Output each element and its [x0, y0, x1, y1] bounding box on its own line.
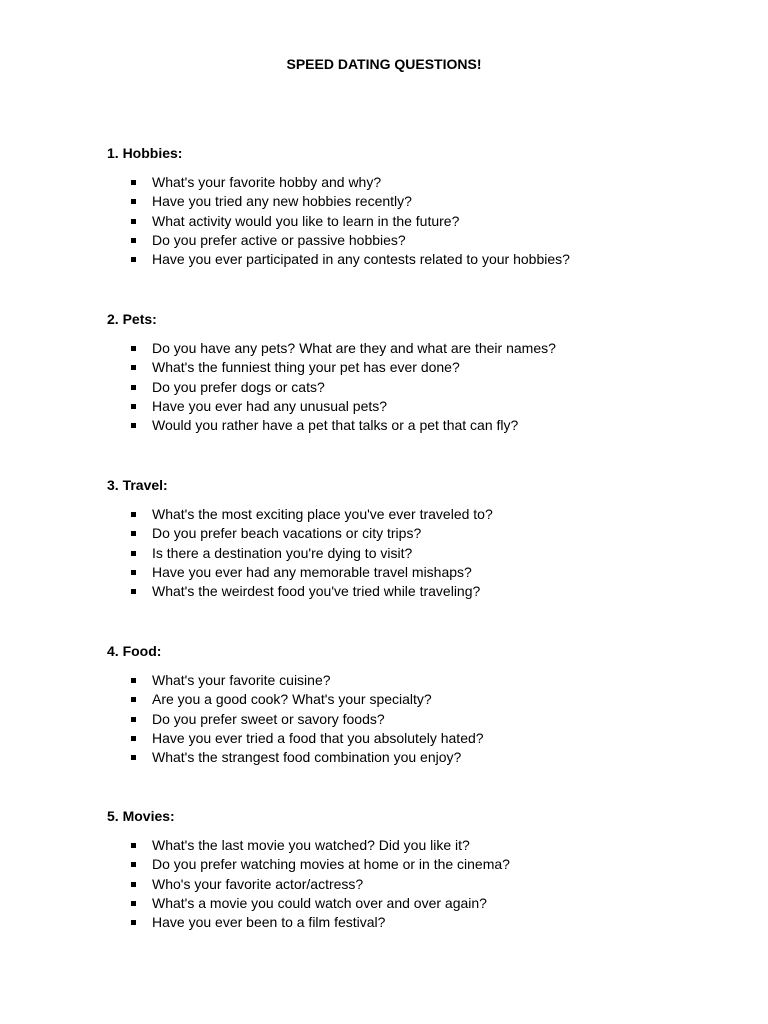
section-hobbies: [107, 144, 727, 269]
section-heading: 5. Movies:: [107, 808, 175, 824]
question-text: What's your favorite hobby and why?: [152, 174, 382, 190]
question-text: Do you have any pets? What are they and what are their names?: [152, 340, 556, 356]
bullet-square-icon: [131, 346, 136, 351]
question-text: What's the last movie you watched? Did you like it?: [152, 837, 470, 853]
section-pets: [107, 310, 727, 435]
question-text: Is there a destination you're dying to visit?: [152, 544, 413, 561]
section-heading: 2. Pets:: [107, 311, 157, 327]
bullet-square-icon: [131, 238, 136, 243]
list-item: [107, 544, 727, 563]
list-item: [107, 250, 727, 269]
bullet-square-icon: [131, 404, 136, 409]
list-item: [107, 339, 727, 358]
bullet-square-icon: [131, 180, 136, 185]
question-text: Have you ever had any unusual pets?: [152, 397, 388, 414]
list-item: [107, 582, 727, 601]
document-title: SPEED DATING QUESTIONS!: [286, 56, 482, 72]
question-text: Do you prefer beach vacations or city trips?: [152, 525, 422, 542]
question-text: Would you rather have a pet that talks or a pet that can fly?: [152, 417, 519, 434]
bullet-square-icon: [131, 717, 136, 722]
bullet-square-icon: [131, 512, 136, 517]
list-item: [107, 836, 727, 855]
bullet-square-icon: [131, 257, 136, 262]
question-text: What's the funniest thing your pet has ever done?: [152, 359, 460, 376]
list-item: [107, 710, 727, 729]
bullet-square-icon: [131, 882, 136, 887]
question-text: Do you prefer active or passive hobbies?: [152, 231, 406, 248]
list-item: [107, 875, 727, 894]
list-item: [107, 173, 727, 192]
bullet-square-icon: [131, 423, 136, 428]
list-item: [107, 563, 727, 582]
list-item: [107, 748, 727, 767]
section-heading: 4. Food:: [107, 643, 162, 659]
question-list: [107, 836, 727, 932]
list-item: [107, 397, 727, 416]
list-item: [107, 231, 727, 250]
question-text: Do you prefer dogs or cats?: [152, 378, 325, 395]
question-text: What activity would you like to learn in the future?: [152, 212, 460, 229]
question-text: Have you ever been to a film festival?: [152, 914, 386, 931]
bullet-square-icon: [131, 920, 136, 925]
bullet-square-icon: [131, 219, 136, 224]
question-text: Do you prefer watching movies at home or in the cinema?: [152, 856, 510, 873]
question-text: Do you prefer sweet or savory foods?: [152, 710, 385, 727]
section-heading: 3. Travel:: [107, 477, 168, 493]
bullet-square-icon: [131, 551, 136, 556]
list-item: [107, 524, 727, 543]
list-item: [107, 505, 727, 524]
question-text: What's the weirdest food you've tried while traveling?: [152, 583, 481, 600]
list-item: [107, 192, 727, 211]
question-text: What's your favorite cuisine?: [152, 672, 331, 688]
question-list: [107, 505, 727, 601]
bullet-square-icon: [131, 843, 136, 848]
section-travel: [107, 476, 727, 601]
question-text: What's a movie you could watch over and over again?: [152, 894, 487, 911]
question-text: What's the most exciting place you've ever traveled to?: [152, 506, 493, 522]
bullet-square-icon: [131, 385, 136, 390]
section-heading: 1. Hobbies:: [107, 145, 183, 161]
list-item: [107, 212, 727, 231]
bullet-square-icon: [131, 755, 136, 760]
list-item: [107, 894, 727, 913]
list-item: [107, 855, 727, 874]
list-item: [107, 378, 727, 397]
bullet-square-icon: [131, 678, 136, 683]
bullet-square-icon: [131, 589, 136, 594]
question-text: Have you ever tried a food that you absolutely hated?: [152, 729, 484, 746]
section-movies: [107, 807, 727, 932]
bullet-square-icon: [131, 901, 136, 906]
list-item: [107, 913, 727, 932]
list-item: [107, 416, 727, 435]
question-list: [107, 339, 727, 435]
question-list: [107, 671, 727, 767]
bullet-square-icon: [131, 365, 136, 370]
bullet-square-icon: [131, 736, 136, 741]
bullet-square-icon: [131, 199, 136, 204]
question-list: [107, 173, 727, 269]
question-text: Are you a good cook? What's your specialty?: [152, 691, 432, 708]
question-text: Have you ever had any memorable travel mishaps?: [152, 563, 472, 580]
list-item: [107, 358, 727, 377]
question-text: Have you ever participated in any contests related to your hobbies?: [152, 251, 570, 268]
bullet-square-icon: [131, 570, 136, 575]
bullet-square-icon: [131, 697, 136, 702]
section-food: [107, 642, 727, 767]
list-item: [107, 729, 727, 748]
question-text: Who's your favorite actor/actress?: [152, 875, 364, 892]
bullet-square-icon: [131, 862, 136, 867]
bullet-square-icon: [131, 531, 136, 536]
list-item: [107, 671, 727, 690]
question-text: What's the strangest food combination you enjoy?: [152, 749, 462, 766]
question-text: Have you tried any new hobbies recently?: [152, 193, 412, 210]
list-item: [107, 690, 727, 709]
